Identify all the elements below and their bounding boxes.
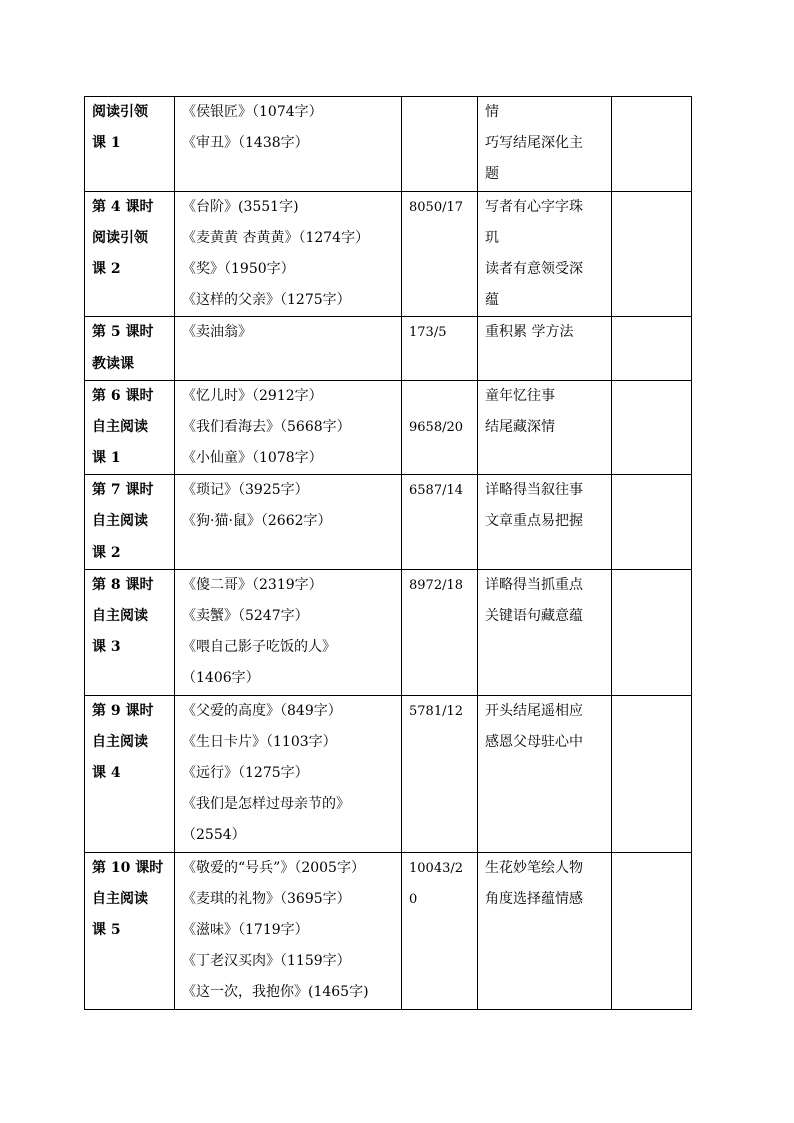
- lesson-line: 第 4 课时: [92, 198, 154, 215]
- focus-line: 详略得当叙往事: [485, 482, 583, 499]
- lesson-line: 课 1: [92, 450, 121, 467]
- focus-cell: [478, 475, 612, 570]
- table-row: [85, 569, 692, 695]
- texts-cell: [175, 317, 402, 380]
- lesson-line: 阅读引领: [92, 104, 148, 120]
- lesson-line: 第 9 课时: [92, 702, 154, 719]
- focus-cell: [478, 569, 612, 695]
- focus-line: 巧写结尾深化主: [485, 135, 583, 152]
- lesson-line: 课 2: [92, 260, 121, 277]
- ratio-line: 173/5: [409, 325, 447, 341]
- focus-line: 玑: [485, 229, 499, 246]
- focus-line: 重积累 学方法: [485, 324, 574, 341]
- lesson-cell: [85, 852, 175, 1009]
- lesson-line: 第 7 课时: [92, 482, 154, 499]
- ratio-cell: [402, 475, 478, 570]
- focus-cell: [478, 191, 612, 317]
- ratio-line: 5781/12: [409, 703, 464, 719]
- texts-line: 《麦黄黄 杏黄黄》（1274字）: [182, 229, 370, 246]
- focus-line: 童年忆往事: [485, 387, 555, 404]
- ratio-line: 8050/17: [409, 199, 464, 215]
- texts-line: 《父爱的高度》（849字）: [182, 702, 342, 719]
- table-row: [85, 695, 692, 852]
- texts-cell: [175, 695, 402, 852]
- lesson-line: 课 5: [92, 921, 121, 938]
- focus-line: 感恩父母驻心中: [485, 733, 583, 750]
- texts-line: 《卖蟹》（5247字）: [182, 608, 309, 624]
- texts-cell: [175, 475, 402, 570]
- ratio-cell: [402, 97, 478, 192]
- focus-line: 结尾藏深情: [485, 418, 555, 435]
- texts-line: 《生日卡片》（1103字）: [182, 733, 337, 750]
- ratio-line: 8972/18: [409, 577, 464, 593]
- texts-line: 《敬爱的“号兵”》（2005字）: [182, 859, 365, 876]
- texts-line: （2554）: [182, 827, 246, 844]
- texts-line: 《审丑》（1438字）: [182, 135, 309, 152]
- focus-cell: [478, 852, 612, 1009]
- extra-cell: [612, 97, 692, 192]
- texts-line: 《卖油翁》: [182, 324, 252, 341]
- texts-line: 《侯银匠》（1074字）: [182, 104, 323, 120]
- lesson-cell: [85, 380, 175, 475]
- lesson-line: 自主阅读: [92, 608, 148, 624]
- extra-cell: [612, 852, 692, 1009]
- lesson-line: 阅读引领: [92, 229, 148, 246]
- focus-line: 写者有心字字珠: [485, 198, 583, 215]
- texts-line: 《远行》（1275字）: [182, 764, 309, 781]
- table-body: [85, 97, 692, 1010]
- texts-line: 《我们是怎样过母亲节的》: [182, 796, 350, 813]
- texts-line: 《小仙童》（1078字）: [182, 450, 323, 467]
- ratio-cell: [402, 191, 478, 317]
- focus-line: 开头结尾遥相应: [485, 702, 583, 719]
- texts-line: 《滋味》（1719字）: [182, 921, 309, 938]
- focus-line: 读者有意领受深: [485, 260, 583, 277]
- texts-line: 《台阶》(3551字): [182, 198, 299, 215]
- lesson-line: 自主阅读: [92, 513, 148, 530]
- texts-line: 《丁老汉买肉》（1159字）: [182, 953, 351, 970]
- lesson-cell: [85, 97, 175, 192]
- ratio-line: 10043/2: [409, 860, 464, 876]
- extra-cell: [612, 317, 692, 380]
- lesson-line: 教读课: [92, 355, 134, 372]
- focus-cell: [478, 97, 612, 192]
- texts-line: 《我们看海去》（5668字）: [182, 418, 351, 435]
- focus-line: 蕴: [485, 292, 499, 309]
- texts-line: 《琐记》（3925字）: [182, 482, 309, 499]
- ratio-cell: [402, 380, 478, 475]
- texts-line: 《奖》（1950字）: [182, 260, 295, 277]
- texts-cell: [175, 569, 402, 695]
- ratio-line: 9658/20: [409, 419, 464, 435]
- lesson-line: 课 4: [92, 764, 121, 781]
- focus-line: 生花妙笔绘人物: [485, 859, 583, 876]
- lesson-line: 自主阅读: [92, 733, 148, 750]
- extra-cell: [612, 569, 692, 695]
- table-row: [85, 191, 692, 317]
- lesson-line: 第 6 课时: [92, 387, 154, 404]
- lesson-line: 自主阅读: [92, 890, 148, 907]
- ratio-cell: [402, 695, 478, 852]
- texts-cell: [175, 852, 402, 1009]
- lesson-cell: [85, 191, 175, 317]
- texts-cell: [175, 97, 402, 192]
- texts-line: （1406字）: [182, 670, 260, 687]
- focus-line: 角度选择蕴情感: [485, 890, 583, 907]
- lesson-cell: [85, 317, 175, 380]
- lesson-cell: [85, 695, 175, 852]
- lesson-plan-table: [84, 96, 692, 1010]
- lesson-line: 课 1: [92, 135, 121, 152]
- texts-line: 《这一次，我抱你》(1465字): [182, 984, 369, 1001]
- focus-line: 情: [485, 104, 499, 120]
- table-row: [85, 317, 692, 380]
- table-row: [85, 97, 692, 192]
- texts-cell: [175, 191, 402, 317]
- extra-cell: [612, 695, 692, 852]
- focus-line: 题: [485, 166, 499, 183]
- extra-cell: [612, 191, 692, 317]
- extra-cell: [612, 475, 692, 570]
- lesson-cell: [85, 569, 175, 695]
- texts-line: 《傻二哥》（2319字）: [182, 576, 323, 593]
- texts-cell: [175, 380, 402, 475]
- focus-cell: [478, 317, 612, 380]
- lesson-line: 第 8 课时: [92, 576, 154, 593]
- ratio-line: [409, 381, 477, 412]
- focus-line: 详略得当抓重点: [485, 576, 583, 593]
- ratio-cell: [402, 852, 478, 1009]
- lesson-line: 课 2: [92, 544, 121, 561]
- texts-line: 《忆儿时》（2912字）: [182, 387, 323, 404]
- ratio-line: 0: [409, 891, 418, 907]
- texts-line: 《喂自己影子吃饭的人》: [182, 639, 336, 656]
- lesson-line: 第 10 课时: [92, 859, 164, 876]
- lesson-line: 第 5 课时: [92, 324, 154, 341]
- extra-cell: [612, 380, 692, 475]
- lesson-line: 自主阅读: [92, 418, 148, 435]
- table-row: [85, 852, 692, 1009]
- focus-line: 关键语句藏意蕴: [485, 608, 583, 624]
- focus-cell: [478, 695, 612, 852]
- table-row: [85, 380, 692, 475]
- table-row: [85, 475, 692, 570]
- ratio-cell: [402, 317, 478, 380]
- texts-line: 《狗·猫·鼠》（2662字）: [182, 513, 332, 530]
- focus-cell: [478, 380, 612, 475]
- focus-line: 文章重点易把握: [485, 513, 583, 530]
- ratio-line: 6587/14: [409, 483, 464, 499]
- lesson-line: 课 3: [92, 639, 121, 656]
- ratio-cell: [402, 569, 478, 695]
- texts-line: 《麦琪的礼物》（3695字）: [182, 890, 351, 907]
- texts-line: 《这样的父亲》（1275字）: [182, 292, 351, 309]
- lesson-cell: [85, 475, 175, 570]
